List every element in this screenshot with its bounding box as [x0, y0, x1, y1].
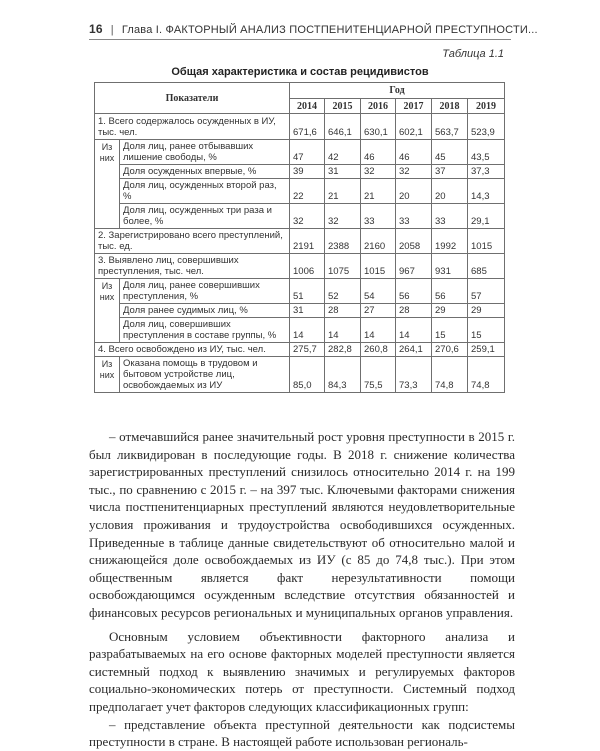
value-cell: 1992 [432, 229, 468, 254]
table-number: Таблица 1.1 [442, 48, 504, 60]
value-cell: 14 [396, 318, 432, 343]
value-cell: 32 [361, 165, 396, 179]
value-cell: 2191 [290, 229, 325, 254]
value-cell: 46 [361, 140, 396, 165]
value-cell: 85,0 [290, 357, 325, 393]
value-cell: 646,1 [325, 114, 361, 140]
year-cell: 2018 [432, 99, 468, 114]
value-cell: 523,9 [468, 114, 505, 140]
row-label: 1. Всего содержалось осужденных в ИУ, тыс. чел. [95, 114, 290, 140]
value-cell: 84,3 [325, 357, 361, 393]
value-cell: 931 [432, 254, 468, 279]
table-row [95, 343, 505, 357]
table-row [95, 114, 505, 140]
year-cell: 2017 [396, 99, 432, 114]
value-cell: 57 [468, 279, 505, 304]
value-cell: 32 [325, 204, 361, 229]
value-cell: 32 [290, 204, 325, 229]
body-text [89, 428, 515, 751]
statistics-table [94, 82, 505, 393]
value-cell: 21 [325, 179, 361, 204]
value-cell: 29,1 [468, 204, 505, 229]
row-label: Доля лиц, ранее отбывавших лишение свободы, % [120, 140, 290, 165]
value-cell: 56 [396, 279, 432, 304]
row-label: 2. Зарегистрировано всего преступлений, тыс. ед. [95, 229, 290, 254]
value-cell: 31 [290, 304, 325, 318]
value-cell: 33 [361, 204, 396, 229]
value-cell: 74,8 [432, 357, 468, 393]
running-head [89, 22, 538, 36]
iz-label: Из них [95, 279, 120, 343]
value-cell: 29 [432, 304, 468, 318]
row-label: Доля осужденных впервые, % [120, 165, 290, 179]
value-cell: 14 [290, 318, 325, 343]
value-cell: 21 [361, 179, 396, 204]
paragraph: – отмечавшийся ранее значительный рост уровня преступности в 2015 г. был ликвидирован в последующие годы. В 2018 г. снижение количества зарегистрированных преступлений снизилось относительно 2014 г. на 199 тыс., по сравнению с 2015 г. – на 397 тыс. Ключевыми факторами снижения числа постпенитенциарных преступлений являются неудовлетворительные условия проживания и трудоустройства освободившихся осужденных. Приведенные в таблице данные свидетельствуют об относительно малой и снижающейся доле освобождаемых из ИУ (с 85 до 74,8 тыс.). При этом общественным является факт нерезультативности помощи освобождающимся осужденным вследствие отсутствия обязанностей и финансовых ресурсов региональных и муниципальных органов управления. [89, 429, 515, 620]
table-row [95, 357, 505, 393]
paragraph: Основным условием объективности факторного анализа и разрабатываемых на его основе факторных моделей преступности является системный подход к выявлению значимых и регулируемых факторов социально-экономических потерь от преступности. Системный подход предполагает учет факторов следующих классификационных групп: [89, 628, 515, 714]
value-cell: 31 [325, 165, 361, 179]
row-label: Доля лиц, ранее совершивших преступления, % [120, 279, 290, 304]
table-header-row [95, 83, 505, 99]
value-cell: 27 [361, 304, 396, 318]
value-cell: 37 [432, 165, 468, 179]
value-cell: 1015 [361, 254, 396, 279]
table-row [95, 165, 505, 179]
value-cell: 43,5 [468, 140, 505, 165]
value-cell: 32 [396, 165, 432, 179]
row-label: 4. Всего освобождено из ИУ, тыс. чел. [95, 343, 290, 357]
table-row [95, 179, 505, 204]
value-cell: 45 [432, 140, 468, 165]
value-cell: 20 [432, 179, 468, 204]
value-cell: 75,5 [361, 357, 396, 393]
value-cell: 671,6 [290, 114, 325, 140]
value-cell: 685 [468, 254, 505, 279]
value-cell: 51 [290, 279, 325, 304]
year-cell: 2014 [290, 99, 325, 114]
table-row [95, 204, 505, 229]
iz-label: Из них [95, 357, 120, 393]
value-cell: 54 [361, 279, 396, 304]
value-cell: 15 [468, 318, 505, 343]
chapter-title: Глава I. ФАКТОРНЫЙ АНАЛИЗ ПОСТПЕНИТЕНЦИАРНОЙ ПРЕСТУПНОСТИ... [121, 24, 538, 36]
value-cell: 33 [432, 204, 468, 229]
table-row [95, 279, 505, 304]
year-cell: 2015 [325, 99, 361, 114]
row-label: Доля лиц, совершивших преступления в составе группы, % [120, 318, 290, 343]
value-cell: 28 [325, 304, 361, 318]
year-header: Год [290, 83, 505, 99]
value-cell: 1015 [468, 229, 505, 254]
value-cell: 20 [396, 179, 432, 204]
value-cell: 264,1 [396, 343, 432, 357]
value-cell: 42 [325, 140, 361, 165]
value-cell: 602,1 [396, 114, 432, 140]
iz-label: Из них [95, 140, 120, 229]
value-cell: 29 [468, 304, 505, 318]
table-row [95, 229, 505, 254]
value-cell: 14,3 [468, 179, 505, 204]
table-row [95, 318, 505, 343]
paragraph: – представление объекта преступной деятельности как подсистемы преступности в стране. В настоящей работе использован региональ- [89, 716, 515, 750]
value-cell: 2388 [325, 229, 361, 254]
value-cell: 52 [325, 279, 361, 304]
value-cell: 2160 [361, 229, 396, 254]
value-cell: 47 [290, 140, 325, 165]
value-cell: 28 [396, 304, 432, 318]
value-cell: 56 [432, 279, 468, 304]
row-label: 3. Выявлено лиц, совершивших преступления, тыс. чел. [95, 254, 290, 279]
year-cell: 2019 [468, 99, 505, 114]
year-cell: 2016 [361, 99, 396, 114]
value-cell: 630,1 [361, 114, 396, 140]
value-cell: 37,3 [468, 165, 505, 179]
value-cell: 967 [396, 254, 432, 279]
value-cell: 14 [361, 318, 396, 343]
value-cell: 22 [290, 179, 325, 204]
table-title: Общая характеристика и состав рецидивистов [171, 66, 429, 78]
value-cell: 282,8 [325, 343, 361, 357]
value-cell: 260,8 [361, 343, 396, 357]
row-label: Оказана помощь в трудовом и бытовом устройстве лиц, освобождаемых из ИУ [120, 357, 290, 393]
row-label: Доля ранее судимых лиц, % [120, 304, 290, 318]
value-cell: 270,6 [432, 343, 468, 357]
table-row [95, 304, 505, 318]
value-cell: 259,1 [468, 343, 505, 357]
row-label: Доля лиц, осужденных три раза и более, % [120, 204, 290, 229]
value-cell: 1075 [325, 254, 361, 279]
value-cell: 74,8 [468, 357, 505, 393]
value-cell: 46 [396, 140, 432, 165]
value-cell: 33 [396, 204, 432, 229]
value-cell: 2058 [396, 229, 432, 254]
value-cell: 1006 [290, 254, 325, 279]
value-cell: 39 [290, 165, 325, 179]
header-rule [89, 39, 511, 40]
page-number: 16 [89, 22, 103, 36]
value-cell: 563,7 [432, 114, 468, 140]
value-cell: 73,3 [396, 357, 432, 393]
indicators-header: Показатели [95, 83, 290, 114]
value-cell: 275,7 [290, 343, 325, 357]
value-cell: 15 [432, 318, 468, 343]
value-cell: 14 [325, 318, 361, 343]
row-label: Доля лиц, осужденных второй раз, % [120, 179, 290, 204]
table-row [95, 254, 505, 279]
header-separator: | [110, 24, 114, 36]
table-row [95, 140, 505, 165]
